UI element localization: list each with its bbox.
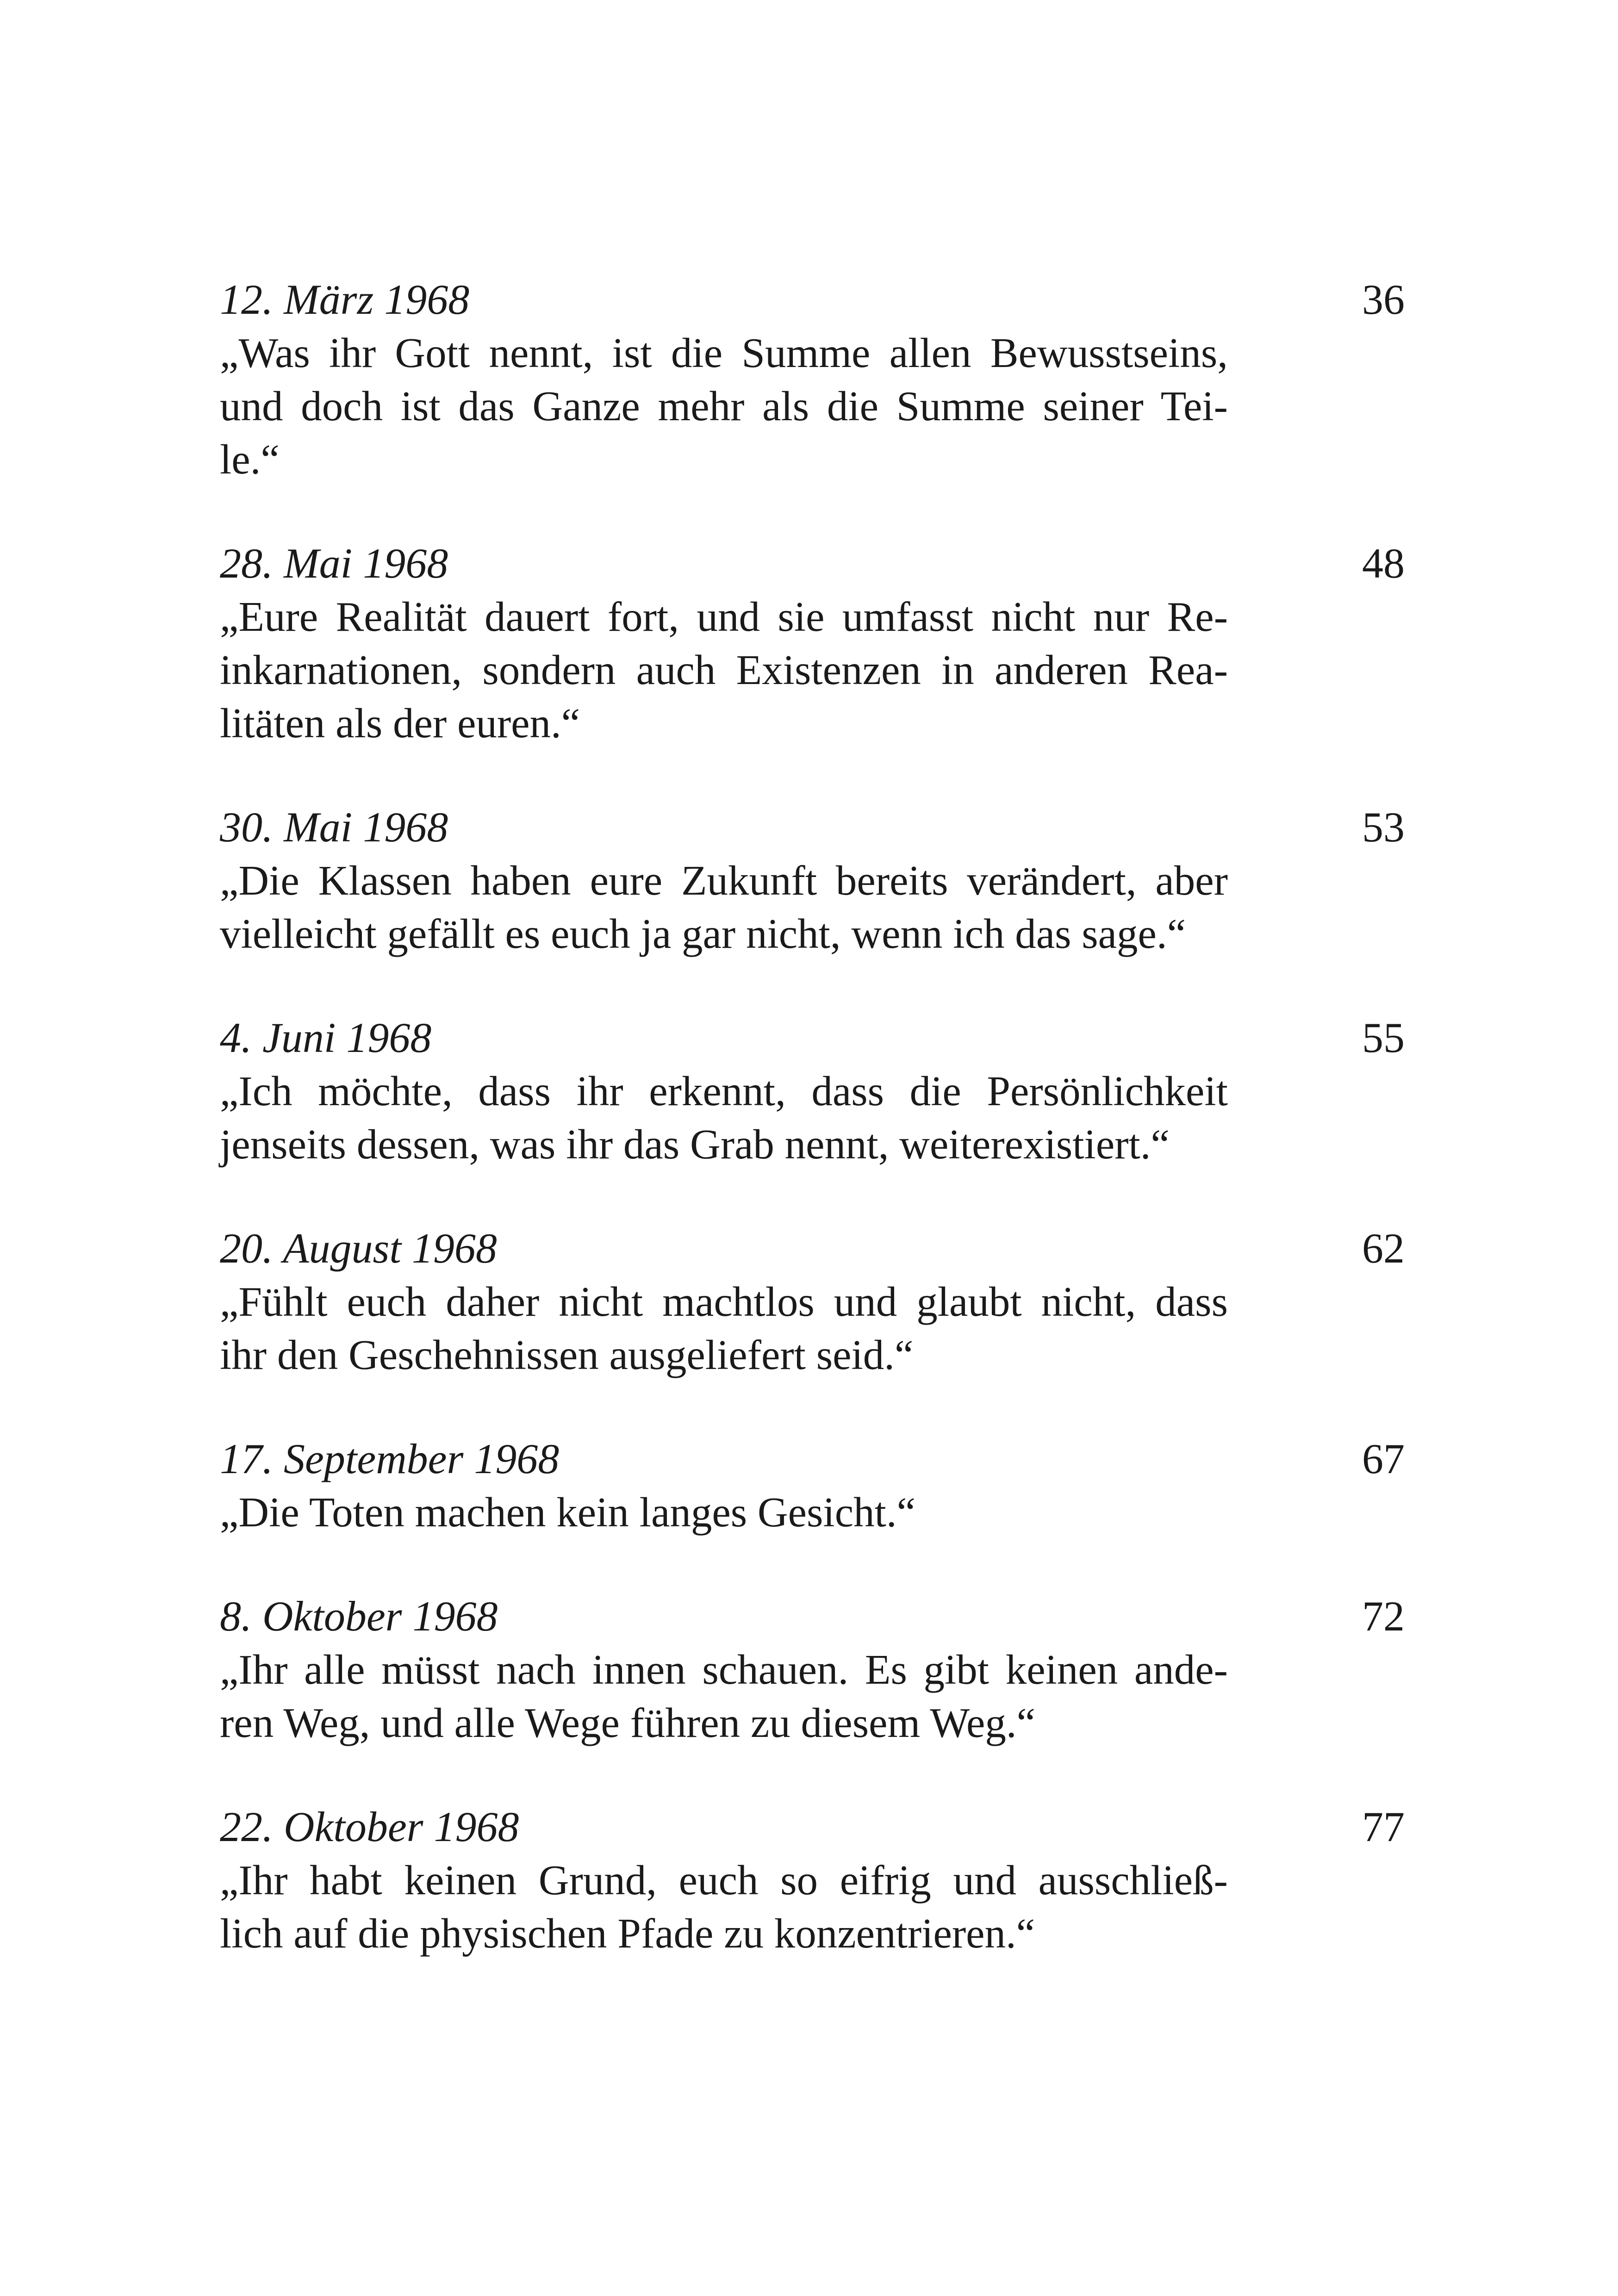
entry-page-number: 67 bbox=[1362, 1435, 1405, 1482]
quote-line: litäten als der euren.“ bbox=[220, 700, 580, 747]
quote-line: ihr den Geschehnissen ausgeliefert seid.“ bbox=[220, 1332, 914, 1378]
entry-quote bbox=[220, 326, 1228, 486]
quote-line: „Die Klassen haben eure Zukunft bereits verändert, aber bbox=[220, 857, 1228, 904]
entry-page-number: 62 bbox=[1362, 1225, 1405, 1272]
entry-date: 8. Oktober 1968 bbox=[220, 1593, 498, 1640]
quote-line: „Eure Realität dauert fort, und sie umfasst nicht nur Re- bbox=[220, 593, 1228, 640]
toc-entry-8 bbox=[220, 1800, 1405, 1960]
toc-entry-header bbox=[220, 1800, 1405, 1854]
quote-line: „Ich möchte, dass ihr erkennt, dass die Persönlichkeit bbox=[220, 1068, 1228, 1114]
entry-date: 4. Juni 1968 bbox=[220, 1014, 432, 1061]
quote-line: inkarnationen, sondern auch Existenzen in anderen Rea- bbox=[220, 647, 1228, 693]
toc-entry-header bbox=[220, 537, 1405, 590]
toc-entry-header bbox=[220, 1432, 1405, 1486]
toc-entry-4 bbox=[220, 1011, 1405, 1171]
quote-line: „Fühlt euch daher nicht machtlos und glaubt nicht, dass bbox=[220, 1278, 1228, 1325]
entry-date: 12. März 1968 bbox=[220, 276, 470, 323]
entry-page-number: 72 bbox=[1362, 1593, 1405, 1640]
toc-entry-2 bbox=[220, 537, 1405, 750]
entry-page-number: 55 bbox=[1362, 1014, 1405, 1061]
quote-line: le.“ bbox=[220, 436, 280, 483]
entry-date: 20. August 1968 bbox=[220, 1225, 497, 1272]
quote-line: „Ihr alle müsst nach innen schauen. Es gibt keinen ande- bbox=[220, 1646, 1228, 1693]
toc-entry-3 bbox=[220, 801, 1405, 960]
entry-quote bbox=[220, 590, 1228, 750]
entry-date: 30. Mai 1968 bbox=[220, 803, 448, 851]
quote-line: „Ihr habt keinen Grund, euch so eifrig und ausschließ- bbox=[220, 1857, 1228, 1904]
entry-quote bbox=[220, 1275, 1228, 1381]
entry-quote bbox=[220, 1854, 1228, 1960]
quote-line: vielleicht gefällt es euch ja gar nicht, wenn ich das sage.“ bbox=[220, 910, 1186, 957]
toc-entry-header bbox=[220, 801, 1405, 854]
quote-line: ren Weg, und alle Wege führen zu diesem Weg.“ bbox=[220, 1699, 1036, 1746]
quote-line: lich auf die physischen Pfade zu konzentrieren.“ bbox=[220, 1910, 1035, 1957]
toc-entry-6 bbox=[220, 1432, 1405, 1539]
quote-line: „Was ihr Gott nennt, ist die Summe allen Bewusstseins, bbox=[220, 330, 1228, 376]
toc-entry-header bbox=[220, 273, 1405, 326]
toc-entry-header bbox=[220, 1222, 1405, 1275]
entry-page-number: 77 bbox=[1362, 1803, 1405, 1850]
toc-entry-5 bbox=[220, 1222, 1405, 1381]
entry-quote bbox=[220, 854, 1228, 960]
quote-line: und doch ist das Ganze mehr als die Summe seiner Tei- bbox=[220, 383, 1228, 429]
entry-page-number: 53 bbox=[1362, 803, 1405, 851]
quote-line: jenseits dessen, was ihr das Grab nennt, weiterexistiert.“ bbox=[220, 1121, 1170, 1168]
quote-line: „Die Toten machen kein langes Gesicht.“ bbox=[220, 1489, 916, 1536]
entry-date: 17. September 1968 bbox=[220, 1435, 560, 1482]
entry-page-number: 36 bbox=[1362, 276, 1405, 323]
toc-entry-header bbox=[220, 1590, 1405, 1643]
entry-date: 22. Oktober 1968 bbox=[220, 1803, 519, 1850]
table-of-contents bbox=[220, 273, 1405, 1960]
toc-entry-header bbox=[220, 1011, 1405, 1064]
entry-page-number: 48 bbox=[1362, 540, 1405, 587]
entry-quote bbox=[220, 1486, 1228, 1539]
entry-quote bbox=[220, 1643, 1228, 1749]
toc-entry-1 bbox=[220, 273, 1405, 486]
entry-date: 28. Mai 1968 bbox=[220, 540, 448, 587]
entry-quote bbox=[220, 1064, 1228, 1171]
toc-entry-7 bbox=[220, 1590, 1405, 1749]
